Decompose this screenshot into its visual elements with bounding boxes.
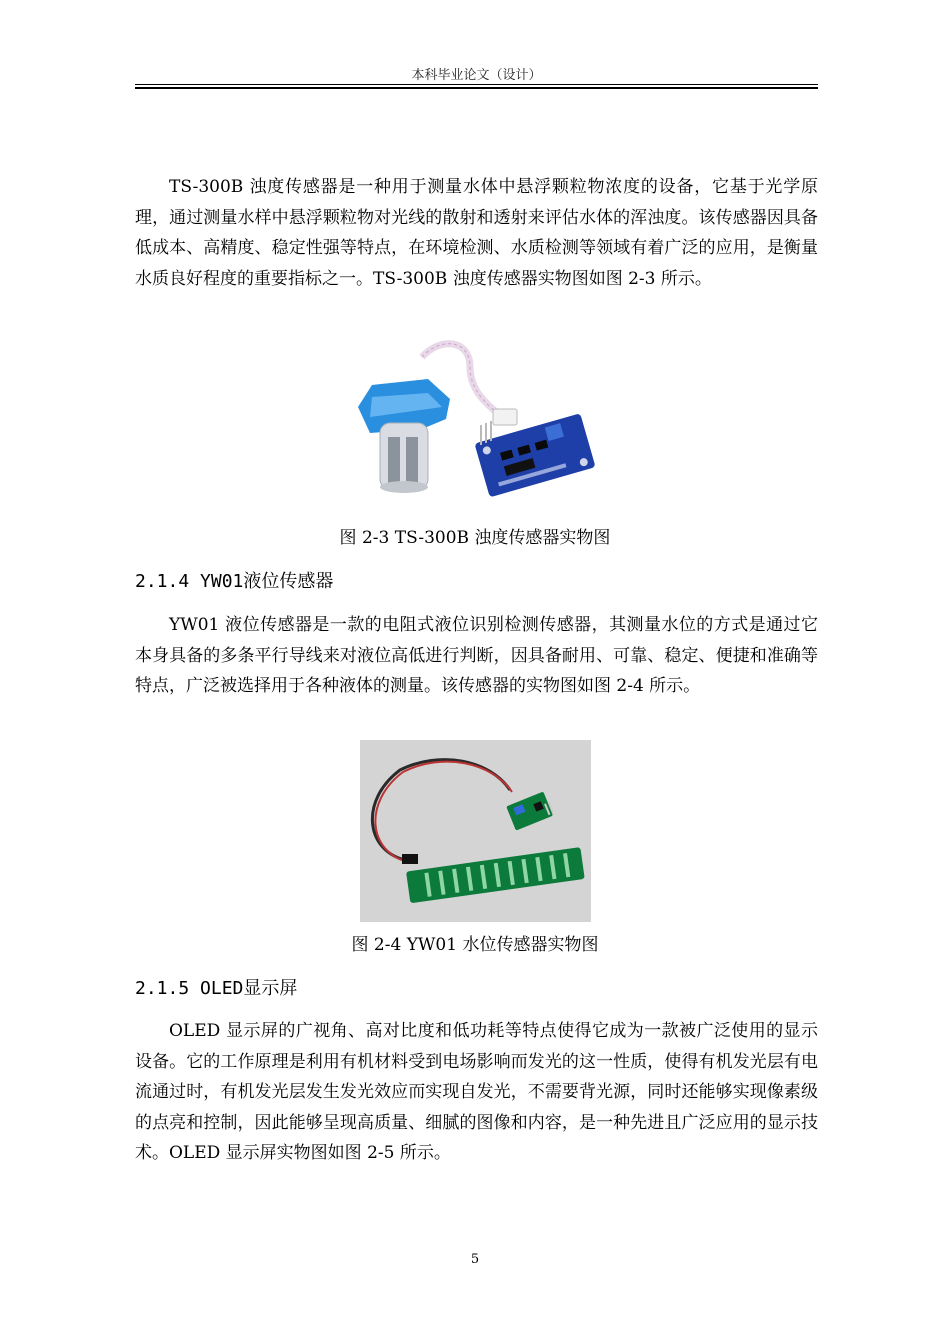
intro-paragraph: TS-300B 浊度传感器是一种用于测量水体中悬浮颗粒物浓度的设备，它基于光学原理，通过测量水样中悬浮颗粒物对光线的散射和透射来评估水体的浑浊度。该传感器因具备低成本、高精度、稳定性强等特点，在环境检测、水质检测等领域有着广泛的应用，是衡量水质良好程度的重要指标之一。TS-300B 浊度传感器实物图如图 2-3 所示。	[135, 177, 818, 289]
header-rule-thick	[135, 87, 818, 89]
header-rule-thin	[135, 84, 818, 85]
figure-2-3-image	[350, 337, 600, 505]
yw01-paragraph: YW01 液位传感器是一款的电阻式液位识别检测传感器，其测量水位的方式是通过它本身具备的多条平行导线来对液位高低进行判断，因具备耐用、可靠、稳定、便捷和准确等特点，广泛被选择用于各种液体的测量。该传感器的实物图如图 2-4 所示。	[135, 615, 818, 696]
figure-2-4-caption: 图 2-4 YW01 水位传感器实物图	[351, 935, 599, 955]
section-title: 显示屏	[243, 978, 298, 999]
section-title: 液位传感器	[243, 571, 334, 592]
oled-paragraph: OLED 显示屏的广视角、高对比度和低功耗等特点使得它成为一款被广泛使用的显示设备。它的工作原理是利用有机材料受到电场影响而发光的这一性质，使得有机发光层有电流通过时，有机发光层发生发光效应而实现自发光，不需要背光源，同时还能够实现像素级的点亮和控制，因此能够呈现高质量、细腻的图像和内容，是一种先进且广泛应用的显示技术。OLED 显示屏实物图如图 2-5 所示。	[135, 1021, 818, 1163]
running-header: 本科毕业论文（设计）	[411, 68, 542, 83]
section-heading-2-1-4	[135, 567, 333, 593]
section-number: 2.1.4 YW01	[135, 571, 244, 592]
figure-2-4-image	[360, 740, 591, 922]
section-heading-2-1-5	[135, 974, 297, 1000]
figure-2-3-caption: 图 2-3 TS-300B 浊度传感器实物图	[339, 528, 611, 548]
section-number: 2.1.5 OLED	[135, 978, 244, 999]
page-number: 5	[470, 1252, 480, 1267]
